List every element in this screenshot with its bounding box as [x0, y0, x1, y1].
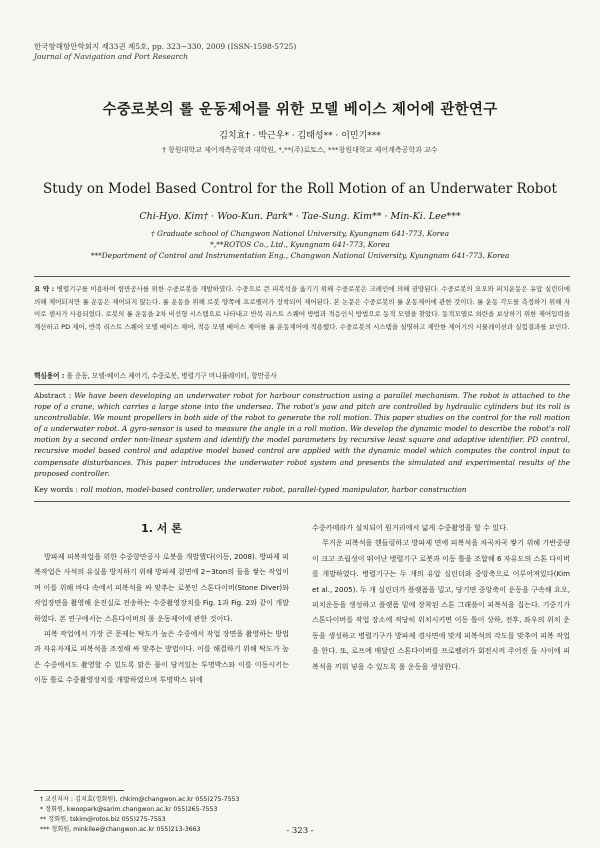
abstract-korean-label: 요 약 : [34, 285, 55, 293]
keywords-korean [34, 370, 570, 380]
affiliation-english-3: ***Department of Control and Instrumentation Eng., Changwon National University, Kyungnam 641-773, Korea [90, 251, 510, 260]
abstract-english [34, 390, 570, 479]
keywords-english [34, 485, 570, 494]
affiliation-english-1: † Graduate school of Changwon National University, Kyungnam 641-773, Korea [151, 229, 449, 238]
abstract-english-label: Abstract : [34, 391, 72, 400]
footnote-rule [34, 790, 124, 791]
keywords-korean-text: 롤 운동, 모델-베이스 제어기, 수중로봇, 병렬기구 머니퓰레이터, 항만공사 [66, 372, 277, 380]
page-number: - 323 - [286, 826, 314, 836]
footnote: *** 정회원, minkilee@changwon.ac.kr 055)213-3663 [40, 826, 201, 833]
journal-header: 한국항해항만학회지 제33권 제5호, pp. 323~330, 2009 (ISSN-1598-5725) [34, 42, 297, 51]
body-paragraph: 방파제 피복작업을 위한 수중항만공사 로봇을 개발했다(이동, 2008). 방파제 피복작업은 사석의 유실을 방지하기 위해 방파제 겉면에 2~3ton의 돌을 쌓는 작업이며 이를 위해 바다 속에서 피복석을 싸 맞추는 로봇인 스톤다이버(Stone Diver)와 작업장면을 촬영해 운전실로 전송하는 수중촬영장치를 Fig. 1과 Fig. 2와 같이 개발하였다. 본 연구에서는 스톤다이버의 롤 운동제어에 관한 것이다. [34, 552, 289, 623]
authors-korean: 김치효† · 박근우* · 김태성** · 이민기*** [219, 131, 381, 141]
authors-english: Chi-Hyo. Kim† · Woo-Kun. Park* · Tae-Sung. Kim** · Min-Ki. Lee*** [139, 211, 461, 222]
title-korean: 수중로봇의 롤 운동제어를 위한 모델 베이스 제어에 관한연구 [102, 102, 498, 118]
body-column-right [312, 520, 570, 674]
top-rule [34, 276, 570, 277]
footnote: * 정회원, kwoopark@sarim.changwon.ac.kr 055)265-7553 [40, 806, 218, 813]
keywords-korean-label: 핵심용어 : [34, 372, 65, 380]
middle-rule [34, 384, 570, 385]
footnote: † 교신저자 : 김치효(정회원), chkim@changwon.ac.kr 055)275-7553 [40, 796, 240, 803]
keywords-english-label: Key words : [34, 485, 78, 494]
footnote: ** 정회원, tskim@rotos.biz 055)275-7553 [40, 816, 166, 823]
body-paragraph: 수중카메라가 설치되어 원거리에서 넓게 수중촬영을 할 수 있다. [312, 523, 509, 532]
abstract-english-text: We have been developing an underwater robot for harbour construction using a parallel mechanism. The robot is attached to the rope of a crane, which carries a large stone into the undersea. The robot's yaw and pitch are controlled by hydraulic cylinders but its roll is uncontrollable. We mount propellers in both side of the robot to generate the roll motion. This paper studies on the control for the roll motion of a underwater robot. A gyro-sensor is used to measure the angle in a roll motion. We develop the dynamic model to describe the robot's roll motion by a second order non-linear system and identify the model parameters by recursive least square and adaptive identifier. PD control, recursive model based control and adaptive model based control are applied with the dynamic model which computes the control input to compensate disturbances. This paper introduces the underwater robot system and presents the simulated and experimental results of the proposed controller. [34, 391, 571, 478]
journal-name: Journal of Navigation and Port Research [34, 52, 188, 61]
title-english: Study on Model Based Control for the Roll Motion of an Underwater Robot [43, 181, 557, 197]
body-paragraph: 무거운 피복석을 핸들링하고 방파제 면에 피복석을 차곡차곡 쌓기 위해 가반중량이 크고 조립성이 뛰어난 병렬기구 로봇과 이동 틀을 조합해 6 자유도의 스톤 다이버를 개발하였다. 병렬기구는 두 개의 유압 실린더와 중앙축으로 이루어져있다(Kim et al., 2005). 두 개 실린더가 플랫폼을 밀고, 당기면 중앙축이 운동을 구속해 요오, 피치운동을 생성하고 플랫폼 밑에 장착된 스톤 그래플이 피복석을 집는다. 기중기가 스톤다이버를 작업 장소에 적당히 위치시키면 이동 틀이 상하, 전후, 좌우의 위치 운동을 생성하고 병렬기구가 방파제 경사면에 맞게 피복석의 각도를 맞추어 피복 작업을 한다. 또, 로프에 매달린 스톤다이버를 프로펠러가 회전시켜 주어진 돌 사이에 피복석을 끼워 넣을 수 있도록 롤 운동을 생성한다. [312, 538, 570, 671]
abstract-korean-text: 병렬기구를 이용하여 항만공사를 위한 수중로봇을 개발하였다. 수중으로 큰 피복석을 옮기기 위해 수중로봇은 크레인에 의해 권양된다. 수중로봇의 요오와 피치운동은 유압 실린더에 의해 제어되지만 롤 운동은 제어되지 않는다. 롤 운동을 위해 로봇 양쪽에 프로펠러가 장착되어 제어된다. 본 논문은 수중로봇의 롤 운동제어에 관한 것이다. 롤 운동 각도를 측정하기 위해 자이로 센서가 사용되었다. 로봇의 롤 운동을 2차 비선형 시스템으로 나타내고 반복 리스트 스퀘어 방법과 적응인식 방법으로 동적 모델을 찾았다. 동적모델로 외란을 보상하기 위한 제어입력을 계산하고 PD 제어, 반복 리스트 스퀘어 모델 베이스 제어, 적응 모델 베이스 제어를 롤 운동제어에 적용했다. 수중로봇의 시스템을 설명하고 제안한 제어기의 시뮬레이션과 실험결과를 보인다. [34, 285, 570, 331]
abstract-korean [34, 283, 570, 333]
section-title-introduction: 1. 서 론 [141, 522, 182, 535]
affiliation-english-2: *,**ROTOS Co., Ltd., Kyungnam 641-773, Korea [210, 240, 390, 249]
affiliation-korean: † 창원대학교 제어계측공학과 대학원, *,**(주)로토스, ***창원대학교 제어계측공학과 교수 [162, 146, 438, 154]
bottom-rule [34, 501, 570, 502]
keywords-english-text: roll motion, model-based controller, underwater robot, parallel-typed manipulator, harbor construction [80, 485, 467, 494]
body-column-left [34, 549, 289, 688]
body-paragraph: 피복 작업에서 가장 큰 문제는 탁도가 높은 수중에서 작업 장면을 촬영하는 방법과 자유자재로 피복석을 조정해 싸 맞추는 방법이다. 이를 해결하기 위해 탁도가 높은 수중에서도 촬영할 수 있도록 맑은 물이 담겨있는 투명박스와 이를 이동시키는 이동 틀로 수중촬영장치를 개발하였으며 투명박스 뒤에 [34, 629, 289, 685]
